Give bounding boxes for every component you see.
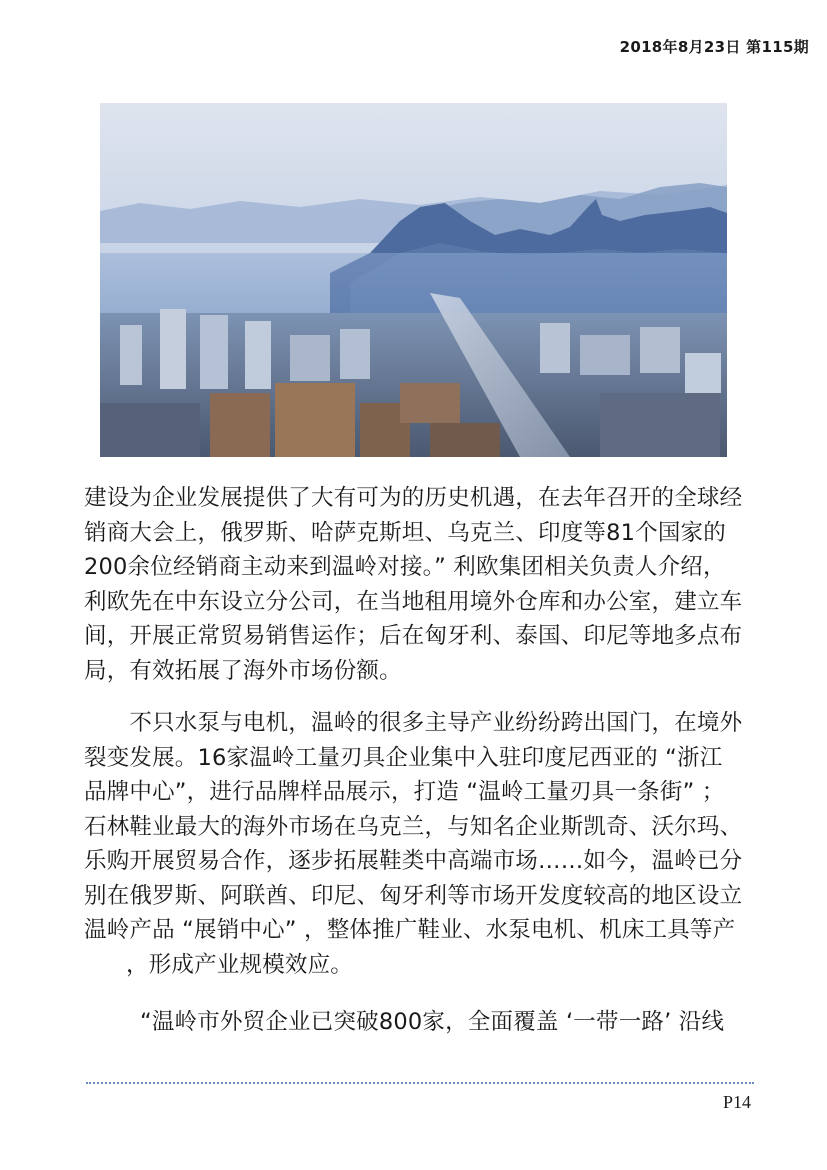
text-line: 200余位经销商主动来到温岭对接。” 利欧集团相关负责人介绍， [84,554,726,580]
footer-divider [86,1082,754,1084]
issue-date-header: 2018年8月23日 第115期 [619,38,809,56]
page-number: P14 [722,1092,751,1112]
text-line: 石林鞋业最大的海外市场在乌克兰，与知名企业斯凯奇、沃尔玛、 [84,813,743,840]
text-line: 间，开展正常贸易销售运作；后在匈牙利、泰国、印尼等地多点布 [84,623,743,649]
landscape-photo-icon [100,103,727,457]
text-line: 利欧先在中东设立分公司，在当地租用境外仓库和办公室，建立车 [84,588,743,615]
article-paragraph-1 [84,481,742,688]
text-line: 乐购开展贸易合作，逐步拓展鞋类中高端市场……如今，温岭已分 [84,848,743,874]
text-line: 不只水泵与电机，温岭的很多主导产业纷纷跨出国门，在境外 [84,710,743,736]
text-line: 建设为企业发展提供了大有可为的历史机遇，在去年召开的全球经 [84,485,743,511]
landscape-photo [100,103,727,457]
text-line: 裂变发展。16家温岭工量刃具企业集中入驻印度尼西亚的 “浙江 [84,744,723,771]
text-line: 温岭产品 “展销中心” ，整体推广鞋业、水泵电机、机床工具等产 [84,917,736,943]
text-line: ，形成产业规模效应。 [126,951,354,978]
article-paragraph-2 [84,706,742,982]
text-line: 别在俄罗斯、阿联酋、印尼、匈牙利等市场开发度较高的地区设立 [84,882,743,909]
text-line: “温岭市外贸企业已突破800家，全面覆盖 ‘一带一路’ 沿线 [140,1009,725,1035]
text-line: 品牌中心”，进行品牌样品展示，打造 “温岭工量刃具一条街” ； [84,779,725,805]
text-line: 销商大会上，俄罗斯、哈萨克斯坦、乌克兰、印度等81个国家的 [84,519,726,546]
text-line: 局，有效拓展了海外市场份额。 [84,657,402,684]
article-paragraph-3 [140,1005,724,1040]
